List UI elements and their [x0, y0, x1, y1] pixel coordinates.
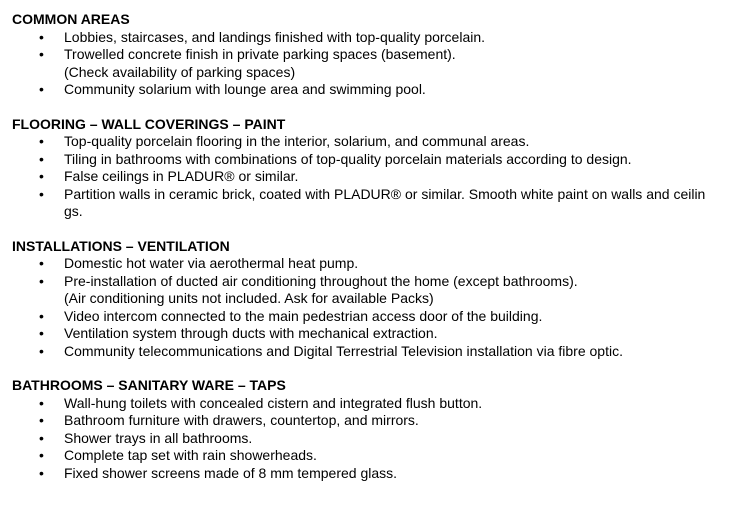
section-installations-ventilation	[12, 238, 732, 361]
list-item	[12, 273, 732, 308]
bullet-icon: •	[39, 429, 44, 446]
section-common-areas	[12, 11, 732, 99]
list-item	[12, 81, 732, 99]
list-item	[12, 29, 732, 47]
item-text: Bathroom furniture with drawers, countertop, and mirrors.	[64, 412, 419, 428]
list-item	[12, 168, 732, 186]
item-text: Shower trays in all bathrooms.	[64, 429, 253, 446]
bullet-icon: •	[39, 464, 44, 481]
list-item	[12, 186, 732, 221]
item-text: Lobbies, staircases, and landings finished with top-quality porcelain.	[64, 28, 486, 45]
list-item	[12, 465, 732, 483]
item-list	[12, 29, 732, 99]
section-bathrooms-sanitary-ware-taps	[12, 377, 732, 482]
list-item	[12, 151, 732, 169]
item-list	[12, 395, 732, 483]
item-text: Community solarium with lounge area and swimming pool.	[64, 81, 426, 97]
list-item	[12, 395, 732, 413]
item-text: Partition walls in ceramic brick, coated with PLADUR® or similar. Smooth white paint on walls and ceilin	[64, 185, 706, 202]
bullet-icon: •	[39, 28, 44, 45]
item-text: Community telecommunications and Digital Terrestrial Television installation via fibre optic.	[64, 342, 623, 359]
item-text: False ceilings in PLADUR® or similar.	[64, 168, 299, 184]
section-title: FLOORING – WALL COVERINGS – PAINT	[12, 115, 286, 132]
bullet-icon: •	[39, 307, 44, 324]
list-item	[12, 447, 732, 465]
bullet-icon: •	[39, 168, 44, 184]
list-item	[12, 430, 732, 448]
list-item	[12, 133, 732, 151]
list-item	[12, 308, 732, 326]
bullet-icon: •	[39, 150, 44, 167]
item-text: Tiling in bathrooms with combinations of top-quality porcelain materials according to design.	[64, 150, 632, 167]
list-item	[12, 343, 732, 361]
bullet-icon: •	[39, 272, 44, 289]
bullet-icon: •	[39, 412, 44, 428]
item-note: (Air conditioning units not included. Ask for available Packs)	[64, 290, 434, 306]
item-note: (Check availability of parking spaces)	[64, 63, 296, 80]
item-list	[12, 133, 732, 221]
item-text: Wall-hung toilets with concealed cistern and integrated flush button.	[64, 394, 483, 411]
bullet-icon: •	[39, 133, 44, 149]
item-text: Fixed shower screens made of 8 mm tempered glass.	[64, 464, 398, 481]
bullet-icon: •	[39, 447, 44, 463]
bullet-icon: •	[39, 81, 44, 97]
item-text: Pre-installation of ducted air conditioning throughout the home (except bathrooms).	[64, 272, 578, 289]
section-title: INSTALLATIONS – VENTILATION	[12, 237, 230, 254]
bullet-icon: •	[39, 394, 44, 411]
section-title: COMMON AREAS	[12, 11, 130, 27]
section-flooring-wall-coverings-paint	[12, 116, 732, 221]
bullet-icon: •	[39, 46, 44, 62]
item-text: Top-quality porcelain flooring in the interior, solarium, and communal areas.	[64, 133, 530, 149]
list-item	[12, 46, 732, 81]
bullet-icon: •	[39, 325, 44, 341]
item-text: Domestic hot water via aerothermal heat pump.	[64, 255, 359, 271]
bullet-icon: •	[39, 185, 44, 202]
item-text: Ventilation system through ducts with mechanical extraction.	[64, 325, 438, 341]
bullet-icon: •	[39, 342, 44, 359]
list-item	[12, 325, 732, 343]
item-note: gs.	[64, 203, 83, 219]
item-text: Complete tap set with rain showerheads.	[64, 447, 317, 463]
item-text: Video intercom connected to the main pedestrian access door of the building.	[64, 307, 543, 324]
bullet-icon: •	[39, 255, 44, 271]
item-text: Trowelled concrete finish in private parking spaces (basement).	[64, 46, 456, 62]
list-item	[12, 255, 732, 273]
list-item	[12, 412, 732, 430]
section-title: BATHROOMS – SANITARY WARE – TAPS	[12, 377, 286, 393]
item-list	[12, 255, 732, 360]
